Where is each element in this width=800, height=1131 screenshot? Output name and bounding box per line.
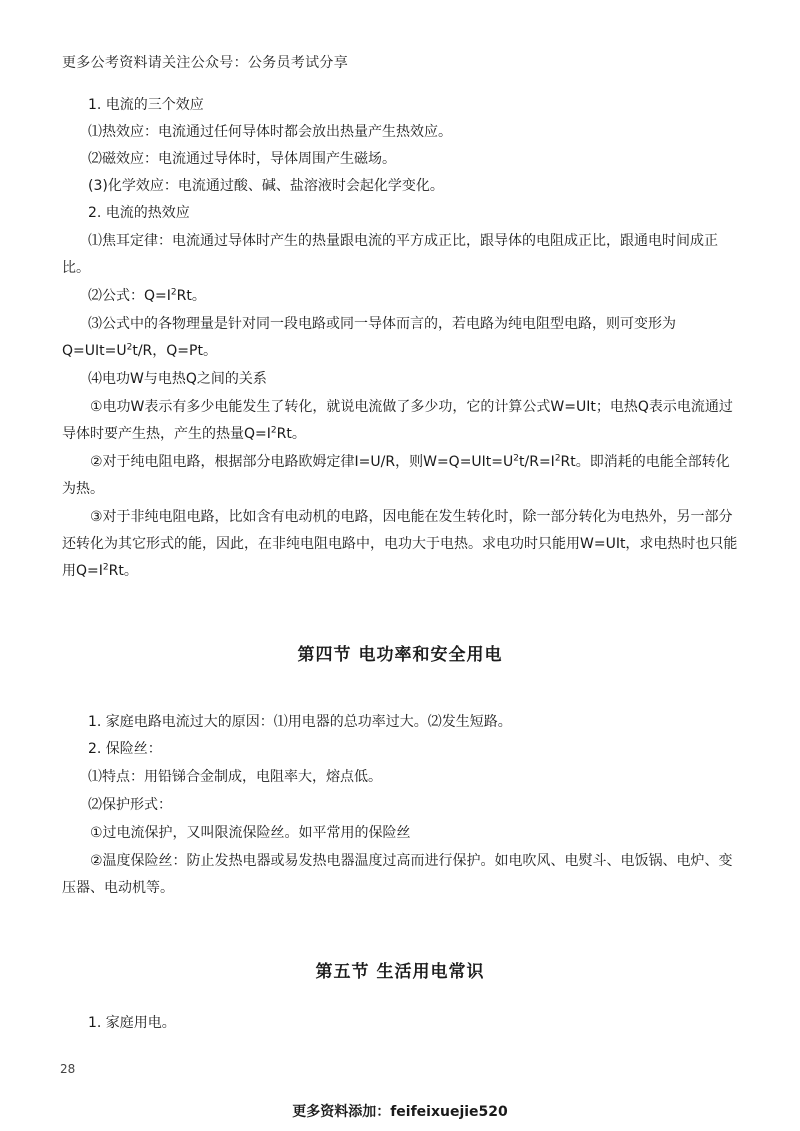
pure-superscript-1: 2 xyxy=(513,453,520,464)
paragraph-fuse-features: ⑴特点：用铅锑合金制成，电阻率大，熔点低。 xyxy=(88,769,382,785)
pure-text-a: ②对于纯电阻电路，根据部分电路欧姆定律I=U/R，则W=Q=UIt=U xyxy=(90,454,514,470)
variants-superscript: 2 xyxy=(126,342,133,353)
nonpure-text-b: Rt。 xyxy=(108,563,138,579)
paragraph-thermal-fuse: ②温度保险丝：防止发热电器或易发热电器温度过高而进行保护。如电吹风、电熨斗、电饭锅、电炉、变压器、电动机等。 xyxy=(62,853,733,896)
work-text-b: Rt。 xyxy=(276,426,306,442)
heading-three-effects: 1. 电流的三个效应 xyxy=(88,97,204,113)
heading-thermal-effect: 2. 电流的热效应 xyxy=(88,205,190,221)
page-header: 更多公考资料请关注公众号：公务员考试分享 xyxy=(62,55,348,71)
paragraph-magnetic-effect: ⑵磁效应：电流通过导体时，导体周围产生磁场。 xyxy=(88,151,396,167)
page-footer: 更多资料添加：feifeixuejie520 xyxy=(292,1104,508,1120)
paragraph-non-pure-resistance xyxy=(62,504,738,585)
variants-text-b: t/R，Q=Pt。 xyxy=(132,343,217,359)
paragraph-pure-resistance xyxy=(62,449,738,503)
paragraph-overcurrent-causes: 1. 家庭电路电流过大的原因：⑴用电器的总功率过大。⑵发生短路。 xyxy=(88,714,512,730)
paragraph-formula-variants xyxy=(62,311,738,365)
formula-text-b: Rt。 xyxy=(176,288,206,304)
paragraph-heat-effect: ⑴热效应：电流通过任何导体时都会放出热量产生热效应。 xyxy=(88,124,452,140)
work-superscript: 2 xyxy=(270,425,277,436)
heading-work-heat-relation: ⑷电功W与电热Q之间的关系 xyxy=(88,371,267,387)
section-title-electricity-basics: 第五节 生活用电常识 xyxy=(315,962,485,982)
paragraph-chemical-effect: (3)化学效应：电流通过酸、碱、盐溶液时会起化学变化。 xyxy=(88,178,444,194)
nonpure-superscript: 2 xyxy=(102,562,109,573)
heading-fuse: 2. 保险丝： xyxy=(88,741,162,757)
section-title-power-safety: 第四节 电功率和安全用电 xyxy=(297,645,503,665)
formula-superscript: 2 xyxy=(170,287,177,298)
work-text-a: ①电功W表示有多少电能发生了转化，就说电流做了多少功，它的计算公式W=UIt；电热Q表示电流通过导体时要产生热，产生的热量Q=I xyxy=(62,399,733,442)
paragraph-overcurrent-protection: ①过电流保护，又叫限流保险丝。如平常用的保险丝 xyxy=(90,825,411,841)
page-number: 28 xyxy=(60,1062,76,1076)
paragraph-home-electricity: 1. 家庭用电。 xyxy=(88,1015,176,1031)
pure-text-b: t/R=I xyxy=(519,454,555,470)
pure-superscript-2: 2 xyxy=(554,453,561,464)
paragraph-protection-forms: ⑵保护形式： xyxy=(88,797,172,813)
nonpure-text-a: ③对于非纯电阻电路，比如含有电动机的电路，因电能在发生转化时，除一部分转化为电热外，另一部分还转化为其它形式的能，因此，在非纯电阻电路中，电功大于电热。求电功时只能用W=UIt，求电热时也只能用Q=I xyxy=(62,509,738,579)
formula-text-a: ⑵公式：Q=I xyxy=(88,288,171,304)
paragraph-work-definition xyxy=(62,394,738,448)
paragraph-formula xyxy=(62,283,738,310)
variants-text-a: ⑶公式中的各物理量是针对同一段电路或同一导体而言的，若电路为纯电阻型电路，则可变形为Q=UIt=U xyxy=(62,316,676,359)
paragraph-joule-law: ⑴焦耳定律：电流通过导体时产生的热量跟电流的平方成正比，跟导体的电阻成正比，跟通电时间成正比。 xyxy=(62,233,718,276)
pure-text-c: Rt。即消耗的电能全部转化为热。 xyxy=(62,454,730,497)
